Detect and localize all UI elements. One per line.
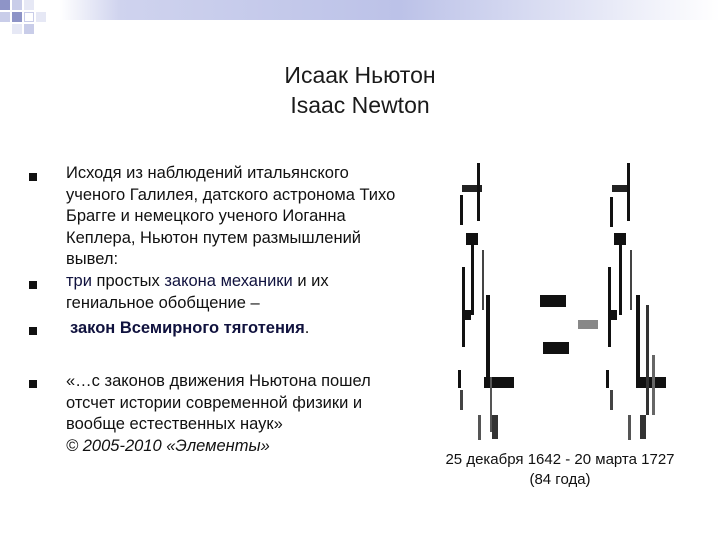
word-simple: простых — [96, 272, 160, 290]
generalization-text: и их гениальное обобщение – — [66, 272, 329, 312]
quote-text: «…с законов движения Ньютона пошел отсчет истории современной физики и вообще естественных наук» — [66, 372, 371, 433]
life-age: (84 года) — [529, 471, 591, 488]
portrait-caption — [430, 450, 690, 490]
life-dates: 25 декабря 1642 - 20 марта 1727 — [445, 451, 675, 468]
law-of-gravitation: закон Всемирного тяготения — [70, 319, 305, 337]
word-mechanics: механики — [220, 272, 293, 290]
bullet-text-gravitation — [70, 318, 415, 340]
bullet-text-three-laws — [66, 271, 411, 314]
title-russian: Исаак Ньютон — [284, 62, 436, 88]
quote-source: © 2005-2010 «Элементы» — [66, 436, 270, 455]
bullet-square-icon — [29, 380, 37, 388]
bullet-text-sources: Исходя из наблюдений итальянского ученого Галилея, датского астронома Тихо Брагге и немецкого ученого Иоганна Кеплера, Ньютон путем размышлений вывел: — [66, 164, 396, 268]
gravitation-period: . — [304, 319, 310, 337]
bullet-square-icon — [29, 327, 37, 335]
word-laws: закона — [164, 272, 216, 290]
word-three: три — [66, 272, 92, 290]
bullet-square-icon — [29, 281, 37, 289]
bullet-text-quote — [66, 371, 411, 457]
title-english: Isaac Newton — [290, 92, 430, 118]
newton-portrait-image — [440, 155, 695, 445]
bullet-square-icon — [29, 173, 37, 181]
